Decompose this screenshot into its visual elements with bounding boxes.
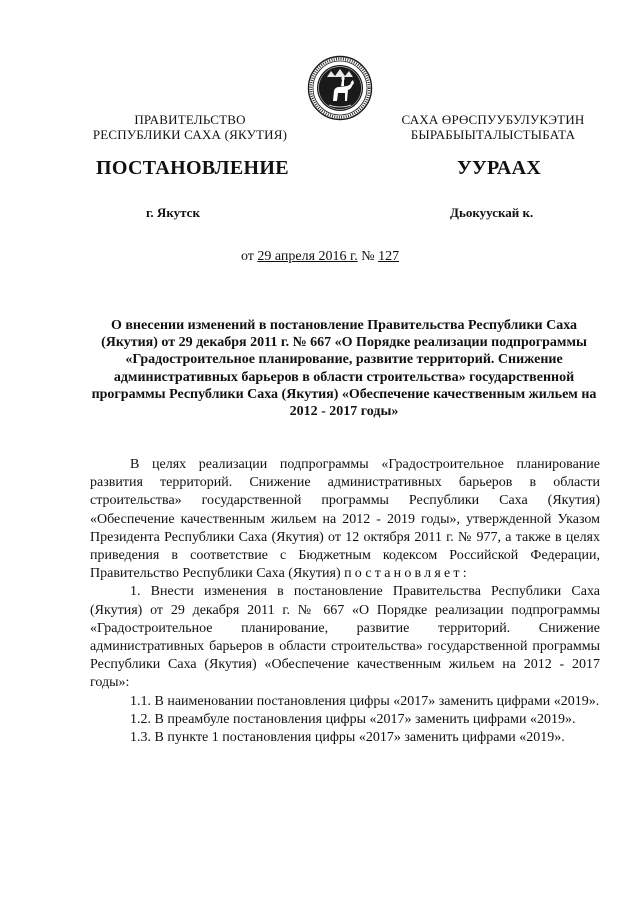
resolution-subject: О внесении изменений в постановление Правительства Республики Саха (Якутия) от 29 декабря 2011 г. № 667 «О Порядке реализации подпрограммы «Градостроительное планирование, развитие территорий. Снижение административных барьеров в области строительства» государственной программы Республики Саха (Якутия) «Обеспечение качественным жильем на 2012 - 2017 годы» xyxy=(91,318,597,420)
city-ru: г. Якутск xyxy=(146,205,200,220)
preamble-paragraph xyxy=(90,456,600,583)
item-1-1: 1.1. В наименовании постановления цифры «2017» заменить цифрами «2019». xyxy=(130,693,600,709)
government-name-sakha-line1: САХА ӨРӨСПУУБУЛУКЭТИН xyxy=(401,112,585,127)
item-1-2: 1.2. В преамбуле постановления цифры «2017» заменить цифрами «2019». xyxy=(130,711,576,727)
government-name-sakha-line2: БЫРАБЫЫТАЛЫСТЫБАТА xyxy=(410,127,576,142)
resolves-word: постановляет: xyxy=(344,566,470,582)
government-name-ru xyxy=(86,112,294,142)
item-1-3: 1.3. В пункте 1 постановления цифры «2017» заменить цифрами «2019». xyxy=(130,730,565,746)
item-1: 1. Внести изменения в постановление Правительства Республики Саха (Якутия) от 29 декабря 2011 г. № 667 «О Порядке реализации подпрограммы «Градостроительное планирование, развитие территорий. Снижение административных барьеров в области строительства» государственной программы Республики Саха (Якутия) «Обеспечение качественным жильем на 2012 - 2017 годы»: xyxy=(90,584,600,691)
document-type-ru: ПОСТАНОВЛЕНИЕ xyxy=(96,157,289,179)
resolution-date: 29 апреля 2016 г. xyxy=(257,249,358,264)
government-name-ru-line1: ПРАВИТЕЛЬСТВО xyxy=(134,112,246,127)
resolution-date-number xyxy=(0,248,640,265)
number-label: № xyxy=(357,249,379,264)
government-name-ru-line2: РЕСПУБЛИКИ САХА (ЯКУТИЯ) xyxy=(92,127,288,142)
date-prefix: от xyxy=(240,249,258,264)
government-name-sakha xyxy=(386,112,600,142)
resolution-body xyxy=(90,456,600,747)
city-sakha: Дьокуускай к. xyxy=(450,205,534,220)
document-type-sakha: УУРААХ xyxy=(457,157,542,179)
resolution-number: 127 xyxy=(378,249,400,264)
preamble-text: В целях реализации подпрограммы «Градостроительное планирование развития территорий. Снижение административных барьеров в области строительства» государственной программы Республики Саха (Якутия) «Обеспечение качественным жильем на 2012 - 2019 годы», утвержденной Указом Президента Республики Саха (Якутия) от 12 октября 2011 г. № 977, а также в целях приведения в соответствие с Бюджетным кодексом Российской Федерации, Правительство Республики Саха (Якутия) xyxy=(90,457,600,582)
coat-of-arms-seal xyxy=(307,55,373,121)
